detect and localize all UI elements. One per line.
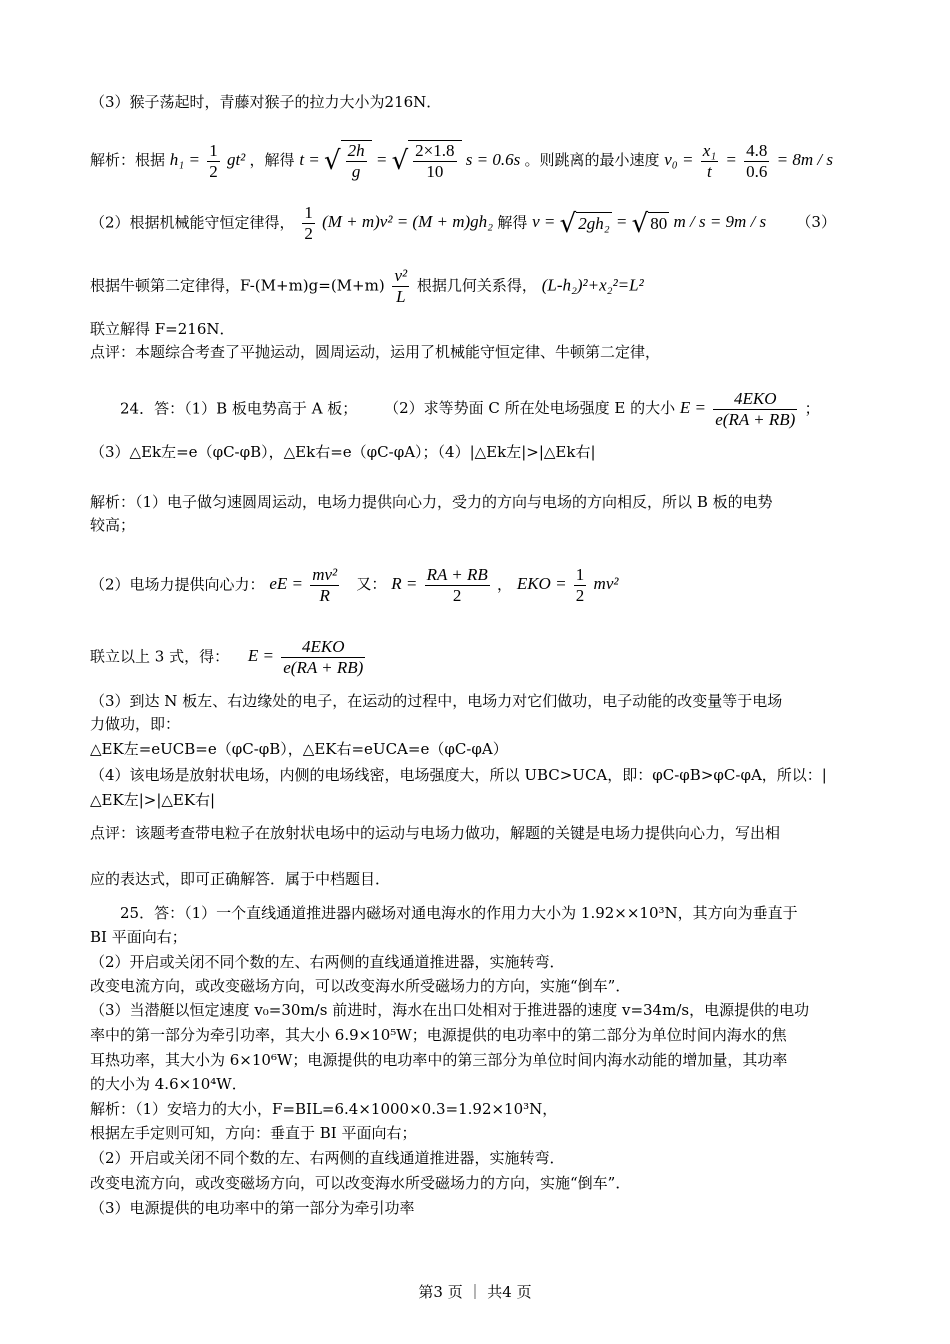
solution-line-24-2 xyxy=(90,565,862,606)
formula-v0 xyxy=(664,140,833,181)
text-line: 根据左手定则可知，方向：垂直于 BI 平面向右； xyxy=(90,1124,417,1142)
text: （2）电场力提供向心力： xyxy=(90,575,265,594)
fraction xyxy=(207,141,220,182)
comment-line: 应的表达式，即可正确解答．属于中档题目． xyxy=(90,870,391,888)
text: 又： xyxy=(356,575,387,594)
fraction xyxy=(346,141,367,182)
formula-E-result xyxy=(247,637,368,677)
text-line: 解析：（1）电子做匀速圆周运动，电场力提供向心力，受力的方向与电场的方向相反，所以 B 板的电势 xyxy=(90,493,773,511)
text-line: （3）电源提供的电功率中的第一部分为牵引功率 xyxy=(90,1199,415,1217)
solution-line-2 xyxy=(90,203,862,244)
text-line: 解析：（1）安培力的大小，F=BIL=6.4×1000×0.3=1.92×10³N， xyxy=(90,1100,558,1118)
formula-h1 xyxy=(169,140,250,181)
numerator: 1 xyxy=(575,565,585,584)
denominator: e(RA + RB) xyxy=(715,410,796,429)
text-line: 联立解得 F=216N． xyxy=(90,320,235,338)
math-text: E = xyxy=(679,398,707,418)
fraction xyxy=(281,637,365,678)
sqrt xyxy=(631,208,670,239)
radical-sign: √ xyxy=(631,208,649,239)
text-line: （4）该电场是放射状电场，内侧的电场线密，电场强度大，所以 UBC>UCA，即：φC-φB>φC-φA，所以：| xyxy=(90,766,827,784)
formula-centripetal xyxy=(389,266,412,306)
numerator: 2×1.8 xyxy=(415,141,455,160)
math-text: m / s = 9m / s xyxy=(673,212,767,232)
formula-E xyxy=(679,389,805,429)
sqrt xyxy=(392,140,462,182)
sqrt xyxy=(324,140,372,182)
radicand: 2gh₂ xyxy=(578,214,610,234)
numerator: v² xyxy=(394,266,408,285)
math-text: v₀ = xyxy=(664,149,694,169)
text-line: （2）开启或关闭不同个数的左、右两侧的直线通道推进器，实施转弯． xyxy=(90,1149,565,1167)
solution-line-1 xyxy=(90,140,862,182)
math-text: E = xyxy=(247,646,274,666)
text-line: （2）开启或关闭不同个数的左、右两侧的直线通道推进器，实施转弯． xyxy=(90,953,565,971)
solution-line-24-3 xyxy=(90,637,862,678)
text: ， xyxy=(497,575,513,594)
radical-sign: √ xyxy=(391,146,409,176)
numerator: 2h xyxy=(347,141,365,160)
text-line: 力做功，即： xyxy=(90,715,181,733)
math-text: s = 0.6s xyxy=(465,149,521,169)
numerator: 1 xyxy=(209,140,218,160)
math-text: eE = xyxy=(269,574,303,594)
denominator: L xyxy=(396,287,406,306)
text: 根据牛顿第二定律得，F-(M+m)g=(M+m) xyxy=(90,276,385,295)
fraction xyxy=(425,565,490,606)
math-text: v = xyxy=(532,212,556,232)
math-text: = xyxy=(615,212,628,232)
math-text: R = xyxy=(391,574,418,594)
text-line: 改变电流方向，或改变磁场方向，可以改变海水所受磁场力的方向，实施“倒车”． xyxy=(90,1174,631,1192)
answer-line: （3）猴子荡起时，青藤对猴子的拉力大小为216N． xyxy=(90,93,442,111)
denominator: 10 xyxy=(426,162,444,181)
comment-line: 点评：该题考查带电粒子在放射状电场中的运动与电场力做功，解题的关键是电场力提供向心力，写出相 xyxy=(90,824,781,842)
fraction xyxy=(574,565,587,606)
text: 根据几何关系得， xyxy=(416,276,537,295)
fraction xyxy=(744,141,769,182)
denominator: g xyxy=(351,162,361,181)
math-text: EKO = xyxy=(516,574,567,594)
formula-eE xyxy=(269,565,346,605)
text-line: 较高； xyxy=(90,516,136,534)
text: ，解得 xyxy=(249,150,295,169)
answer-24-line xyxy=(120,389,862,430)
text-line: 的大小为 4.6×10⁴W． xyxy=(90,1075,247,1093)
text: 解析：根据 xyxy=(90,150,166,169)
text: 联立以上 3 式，得： xyxy=(90,647,230,666)
radical-sign: √ xyxy=(559,208,577,239)
text: （2）根据机械能守恒定律得， xyxy=(90,213,295,232)
math-text: = xyxy=(375,149,388,169)
solution-line-3 xyxy=(90,266,862,307)
sqrt xyxy=(559,208,612,239)
numerator: 4EKO xyxy=(713,389,797,410)
text: （3） xyxy=(796,213,836,232)
text-line: △EK左=eUCB=e（φC-φB），△EK右=eUCA=e（φC-φA） xyxy=(90,740,508,758)
denominator: 2 xyxy=(575,586,585,605)
numerator: 4.8 xyxy=(746,140,768,160)
text-line: 改变电流方向，或改变磁场方向，可以改变海水所受磁场力的方向，实施“倒车”． xyxy=(90,977,631,995)
comment-line: 点评：本题综合考查了平抛运动，圆周运动，运用了机械能守恒定律、牛顿第二定律， xyxy=(90,343,661,361)
text-line: BI 平面向右； xyxy=(90,928,187,946)
formula-EKO xyxy=(516,565,619,605)
numerator: x₁ xyxy=(702,140,717,160)
radical-sign: √ xyxy=(324,146,341,176)
math-text: mv² xyxy=(593,574,619,594)
text: （2）求等势面 C 所在处电场强度 E 的大小 xyxy=(384,399,676,418)
formula-v xyxy=(532,208,770,239)
denominator: t xyxy=(707,161,712,181)
text-line: 耳热功率，其大小为 6×10⁶W；电源提供的电功率中的第三部分为单位时间内海水动能的增加量，其功率 xyxy=(90,1051,788,1069)
denominator: e(RA + RB) xyxy=(283,658,364,677)
text-line: （3）到达 N 板左、右边缘处的电子，在运动的过程中，电场力对它们做功，电子动能的改变量等于电场 xyxy=(90,692,783,710)
text: 。则跳离的最小速度 xyxy=(524,150,660,169)
denominator: 0.6 xyxy=(746,161,768,181)
denominator: 2 xyxy=(452,586,462,605)
fraction xyxy=(413,141,456,182)
formula-R xyxy=(391,565,497,605)
numerator: 1 xyxy=(304,203,313,222)
text: 24．答：（1）B 板电势高于 A 板； xyxy=(120,399,358,418)
radicand: 80 xyxy=(650,214,668,234)
formula-geometry: (L-h₂)²+x₂²=L² xyxy=(541,275,644,295)
math-text: = 8m / s xyxy=(776,149,833,169)
formula-energy xyxy=(299,203,497,243)
denominator: 2 xyxy=(209,161,218,181)
text-line: 率中的第一部分为牵引功率，其大小 6.9×10⁵W；电源提供的电功率中的第二部分为单位时间内海水的焦 xyxy=(90,1026,787,1044)
numerator: mv² xyxy=(312,565,338,584)
fraction xyxy=(392,266,409,307)
page-footer: 第3 页 ｜ 共4 页 xyxy=(418,1283,532,1301)
text-line: （3）当潜艇以恒定速度 v₀=30m/s 前进时，海水在出口处相对于推进器的速度 v=34m/s，电源提供的电功 xyxy=(90,1001,810,1019)
text-line: △EK左|>|△EK右| xyxy=(90,791,216,809)
numerator: RA + RB xyxy=(426,565,488,584)
fraction xyxy=(701,141,718,182)
formula-t xyxy=(299,141,524,181)
denominator: R xyxy=(319,586,330,605)
text-line: （3）△Ek左=e（φC-φB），△Ek右=e（φC-φA）；（4）|△Ek左|>|△Ek右| xyxy=(90,443,596,461)
math-text: = xyxy=(725,149,737,169)
math-text: gt² xyxy=(226,149,246,169)
answer-25-line: 25．答：（1）一个直线通道推进器内磁场对通电海水的作用力大小为 1.92××10³N，其方向为垂直于 xyxy=(120,904,798,922)
fraction xyxy=(310,565,339,606)
math-text: (M + m)v² = (M + m)gh₂ xyxy=(322,212,494,232)
fraction xyxy=(713,389,797,430)
math-text: h₁ = xyxy=(169,149,200,169)
text: 解得 xyxy=(497,213,528,232)
numerator: 4EKO xyxy=(281,637,365,658)
fraction xyxy=(302,203,315,244)
math-text: t = xyxy=(299,149,320,169)
text: ； xyxy=(804,399,820,418)
denominator: 2 xyxy=(304,224,313,243)
